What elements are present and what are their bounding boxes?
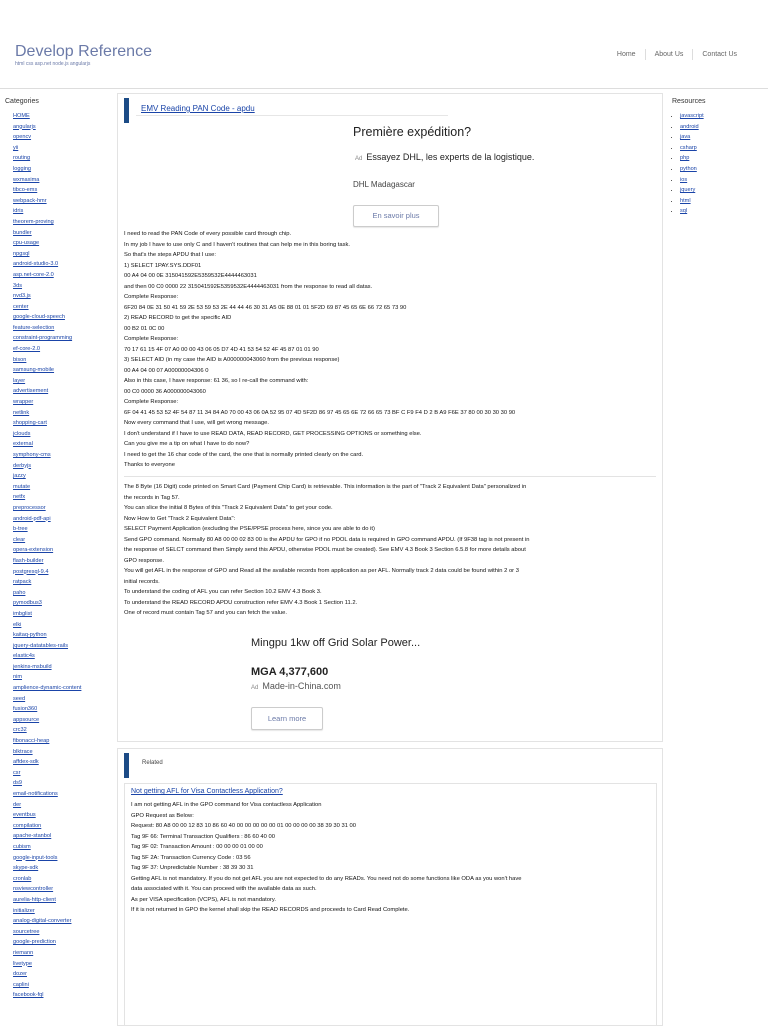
category-item-link[interactable]: b-tree: [13, 526, 28, 533]
ad1-line: Essayez DHL, les experts de la logistique.: [366, 152, 535, 162]
category-item-link[interactable]: cpu-usage: [13, 240, 40, 247]
resource-item-link[interactable]: javascript: [680, 113, 704, 119]
category-item-link[interactable]: theorem-proving: [13, 218, 54, 225]
ad2-price[interactable]: MGA 4,377,600: [251, 666, 329, 678]
related-line: Getting AFL is not mandatory. If you do not get AFL you are not expected to do any READs. You need not do some functions like ODA as you won't have: [131, 875, 522, 882]
resources-list: [672, 111, 762, 217]
category-item-link[interactable]: crc32: [13, 727, 27, 734]
category-item[interactable]: [13, 736, 115, 747]
category-item-link[interactable]: opera-extension: [13, 547, 54, 554]
resource-item[interactable]: [680, 111, 762, 122]
category-item-link[interactable]: google-prediction: [13, 939, 56, 946]
category-item-link[interactable]: aurelia-http-client: [13, 896, 56, 903]
category-item-link[interactable]: analog-digital-converter: [13, 918, 72, 925]
category-item[interactable]: [13, 429, 115, 440]
answer-line: One of record must contain Tag 57 and you can fetch the value.: [124, 610, 287, 616]
category-item[interactable]: [13, 863, 115, 874]
category-item[interactable]: [13, 535, 115, 546]
question-line: Now every command that I use, will get wrong message.: [124, 420, 269, 426]
category-item[interactable]: [13, 884, 115, 895]
categories-heading: Categories: [5, 98, 39, 105]
categories-list: [13, 111, 115, 1001]
resources-heading: Resources: [672, 98, 706, 105]
question-line: I don't understand if I have to use READ DATA, READ RECORD, GET PROCESSING OPTIONS or something else.: [124, 430, 422, 437]
resource-item[interactable]: [680, 196, 762, 207]
category-item[interactable]: [13, 175, 115, 186]
question-line: 1) SELECT 1PAY.SYS.DDF01: [124, 262, 202, 269]
category-item[interactable]: [13, 641, 115, 652]
category-item[interactable]: [13, 662, 115, 673]
category-item[interactable]: [13, 291, 115, 302]
category-item-link[interactable]: android-studio-3.0: [13, 261, 59, 268]
question-line: and then 00 C0 0000 22 315041592E5359532E4444463031 from the response to read all datas.: [124, 283, 373, 290]
category-item-link[interactable]: yii: [13, 144, 19, 151]
answer-line: initial records.: [124, 578, 160, 585]
category-item[interactable]: [13, 545, 115, 556]
answer-body: [124, 482, 656, 619]
category-item[interactable]: [13, 122, 115, 133]
question-line: 00 B2 01 0C 00: [124, 325, 165, 332]
ad2-headline[interactable]: Mingpu 1kw off Grid Solar Power...: [251, 637, 421, 649]
category-item[interactable]: [13, 556, 115, 567]
ad2-ad-tag: Ad: [251, 685, 259, 691]
category-item-link[interactable]: clear: [13, 536, 26, 543]
resource-item[interactable]: [680, 153, 762, 164]
ad1-text[interactable]: [355, 152, 534, 162]
site-tagline: html css asp.net node.js angularjs: [15, 61, 91, 67]
category-item-link[interactable]: bundler: [13, 229, 32, 236]
ad1-ad-tag: Ad: [355, 156, 363, 162]
category-item-link[interactable]: email-notifications: [13, 791, 58, 797]
category-item-link[interactable]: google-input-tools: [13, 854, 58, 861]
category-item-link[interactable]: netlink: [13, 409, 30, 416]
category-item-link[interactable]: advertisement: [13, 388, 49, 395]
answer-line: the response of SELCT command then Simply send this APDU, otherwise PDOL must be created). See EMV 4.3 Book 3 Section 6.5.8 for more details about: [124, 547, 526, 553]
resource-item-link[interactable]: sql: [680, 208, 688, 215]
category-item-link[interactable]: constraint-programming: [13, 335, 73, 342]
question-line: 6F20 84 0E 31 50 41 59 2E 53 59 53 2E 44 44 46 30 31 A5 0E 88 01 01 5F2D 69 87 45 65 6E 66 72 65 73 90: [124, 304, 407, 311]
nav-home[interactable]: Home: [616, 51, 636, 58]
related-line: GPO Request as Below:: [131, 812, 194, 819]
category-item[interactable]: [13, 800, 115, 811]
answer-line: You will get AFL in the response of GPO and Read all the available records from application as per AFL. Normally track 2 data could be found within 2 or 3: [124, 568, 519, 574]
category-item[interactable]: [13, 683, 115, 694]
ad2-cta-button[interactable]: Learn more: [251, 707, 323, 730]
related-line: Request: 80 A8 00 00 12 83 10 86 60 40 00 00 00 00 00 01 00 00 00 00 38 39 30 31 00: [131, 823, 356, 829]
category-item[interactable]: [13, 937, 115, 948]
category-item[interactable]: [13, 630, 115, 641]
category-item[interactable]: [13, 206, 115, 217]
category-item-link[interactable]: samsung-mobile: [13, 367, 55, 374]
resource-item-link[interactable]: python: [680, 165, 697, 172]
category-item-link[interactable]: elastic4s: [13, 653, 35, 660]
category-item[interactable]: [13, 397, 115, 408]
category-item[interactable]: [13, 567, 115, 578]
category-item-link[interactable]: netfx: [13, 494, 26, 501]
category-item[interactable]: [13, 757, 115, 768]
related-line: Tag 9F 02: Transaction Amount : 00 00 00 01 00 00: [131, 844, 263, 850]
category-item-link[interactable]: mutate: [13, 483, 31, 490]
category-item[interactable]: [13, 853, 115, 864]
category-item[interactable]: [13, 418, 115, 429]
category-item[interactable]: [13, 916, 115, 927]
category-item-link[interactable]: nsviewcontroller: [13, 886, 54, 893]
category-item[interactable]: [13, 672, 115, 683]
category-item[interactable]: [13, 217, 115, 228]
category-item-link[interactable]: wxmaxima: [13, 176, 40, 183]
answer-line: To understand the READ RECORD APDU construction refer EMV 4.3 Book 1 Section 11.2.: [124, 599, 358, 606]
question-line: Also in this case, I have response: 61 36, so I re-call the command with:: [124, 378, 309, 384]
top-nav: [608, 49, 746, 60]
category-item[interactable]: [13, 874, 115, 885]
answer-line: The 8 Byte (16 Digit) code printed on Smart Card (Payment Chip Card) is retrievable. This information is the part of "Track 2 Equivalent Data" personalized in: [124, 484, 527, 490]
category-item-link[interactable]: elki: [13, 621, 22, 628]
category-item-link[interactable]: compilation: [13, 822, 42, 829]
category-item[interactable]: [13, 980, 115, 991]
category-item[interactable]: [13, 461, 115, 472]
question-line: Can you give me a tip on what I have to do now?: [124, 441, 250, 447]
category-item-link[interactable]: apache-stanbol: [13, 833, 52, 840]
category-item-link[interactable]: riemann: [13, 949, 34, 956]
category-item-link[interactable]: nvd3.js: [13, 293, 31, 300]
category-item[interactable]: [13, 439, 115, 450]
question-line: Complete Response:: [124, 336, 179, 342]
category-item-link[interactable]: der: [13, 801, 22, 808]
answer-line: the records in Tag 57.: [124, 494, 180, 501]
resource-item-link[interactable]: android: [680, 123, 699, 130]
category-item[interactable]: [13, 620, 115, 631]
question-line: Complete Response:: [124, 294, 179, 300]
category-item[interactable]: [13, 821, 115, 832]
category-item[interactable]: [13, 471, 115, 482]
category-item[interactable]: [13, 598, 115, 609]
category-item-link[interactable]: asp.net-core-2.0: [13, 271, 54, 278]
category-item[interactable]: [13, 228, 115, 239]
category-item-link[interactable]: cubism: [13, 843, 31, 850]
answer-line: Now How to Get "Track 2 Equivalent Data":: [124, 515, 236, 522]
category-item[interactable]: [13, 514, 115, 525]
category-item-link[interactable]: amplience-dynamic-content: [13, 685, 82, 692]
category-item[interactable]: [13, 524, 115, 535]
resource-item-link[interactable]: php: [680, 155, 690, 162]
category-item[interactable]: [13, 831, 115, 842]
category-item-link[interactable]: routing: [13, 155, 31, 162]
category-item-link[interactable]: 3ds: [13, 282, 23, 289]
category-item[interactable]: [13, 482, 115, 493]
category-item[interactable]: [13, 153, 115, 164]
category-item-link[interactable]: dozer: [13, 971, 27, 978]
resource-item-link[interactable]: jquery: [680, 187, 696, 194]
category-item-link[interactable]: preprocessor: [13, 504, 46, 511]
category-item-link[interactable]: jclouds: [13, 430, 31, 437]
category-item[interactable]: [13, 588, 115, 599]
category-item[interactable]: [13, 365, 115, 376]
category-item-link[interactable]: initializer: [13, 907, 35, 914]
category-item-link[interactable]: wrapper: [13, 399, 34, 406]
answer-separator: [124, 476, 656, 477]
category-item-link[interactable]: external: [13, 441, 33, 448]
category-item-link[interactable]: tibco-ems: [13, 187, 38, 194]
question-accent-bar: [124, 98, 129, 123]
category-item-link[interactable]: flash-builder: [13, 557, 44, 564]
resource-item[interactable]: [680, 122, 762, 133]
category-item[interactable]: [13, 927, 115, 938]
category-item[interactable]: [13, 778, 115, 789]
category-item-link[interactable]: google-cloud-speech: [13, 314, 65, 321]
answer-line: Send GPO command. Normally 80 A8 00 00 02 83 00 is the APDU for GPO if no PDOL data is required in GPO command APDU. (If 9F38 tag is not present in: [124, 536, 530, 543]
category-item-link[interactable]: jenkins-msbuild: [13, 663, 52, 670]
category-item[interactable]: [13, 503, 115, 514]
category-item-link[interactable]: jazzy: [13, 473, 26, 480]
category-item-link[interactable]: idris: [13, 208, 24, 215]
category-item[interactable]: [13, 725, 115, 736]
answer-line: GPO response.: [124, 557, 164, 564]
categories-sidebar: [5, 98, 115, 1001]
category-item-link[interactable]: affdex-sdk: [13, 759, 39, 766]
category-item-link[interactable]: layer: [13, 377, 26, 384]
category-item-link[interactable]: paho: [13, 589, 26, 596]
category-item-link[interactable]: ratpack: [13, 579, 32, 586]
category-item-link[interactable]: eventbus: [13, 812, 36, 819]
category-item-link[interactable]: postgresql-9.4: [13, 568, 49, 575]
category-item-link[interactable]: livetype: [13, 960, 32, 967]
category-item[interactable]: [13, 185, 115, 196]
related-line: Tag 5F 2A: Transaction Currency Code : 03 56: [131, 854, 251, 861]
category-item[interactable]: [13, 492, 115, 503]
category-item[interactable]: [13, 196, 115, 207]
related-line: As per VISA specification (VCPS), AFL is not mandatory.: [131, 896, 276, 903]
related-line: data associated with it. You can proceed with the available data as such.: [131, 886, 317, 892]
category-item-link[interactable]: webpack-hmr: [13, 197, 47, 204]
category-item[interactable]: [13, 164, 115, 175]
question-line: I need to read the PAN Code of every possible card through chip.: [124, 231, 292, 237]
category-item-link[interactable]: shopping-cart: [13, 420, 47, 427]
category-item-link[interactable]: fibonacci-heap: [13, 738, 50, 745]
category-item-link[interactable]: skype-sdk: [13, 865, 39, 872]
related-accent-bar: [124, 753, 129, 778]
question-line: I need to get the 16 char code of the card, the one that is normally printed clearly on the card.: [124, 451, 364, 458]
category-item[interactable]: [13, 450, 115, 461]
category-item[interactable]: [13, 323, 115, 334]
category-item[interactable]: [13, 789, 115, 800]
category-item[interactable]: [13, 270, 115, 281]
answer-line: To understand the coding of AFL you can refer Section 10.2 EMV 4.3 Book 3.: [124, 589, 322, 595]
category-item[interactable]: [13, 281, 115, 292]
category-item[interactable]: [13, 238, 115, 249]
category-item-link[interactable]: angularjs: [13, 123, 36, 130]
category-item[interactable]: [13, 959, 115, 970]
header: [0, 0, 768, 80]
related-line: Tag 9F 37: Unpredictable Number : 38 39 30 31: [131, 865, 254, 871]
category-item[interactable]: [13, 143, 115, 154]
question-line: 6F 04 41 45 53 52 4F 54 87 11 34 84 A0 70 00 43 06 0A 52 95 07 4D 5F2D 86 97 45 65 6E 72 66 65 73 BF C F9 F4 D 2 B A9 F6E 37 80 00 30 30 30 90: [124, 409, 516, 416]
category-item-link[interactable]: kaitaq-python: [13, 632, 47, 639]
category-item-link[interactable]: center: [13, 303, 29, 310]
category-item[interactable]: [13, 577, 115, 588]
category-item-link[interactable]: opencv: [13, 134, 32, 141]
category-item[interactable]: [13, 609, 115, 620]
category-item[interactable]: [13, 111, 115, 122]
ad2-source[interactable]: [251, 681, 341, 691]
category-item-link[interactable]: caplini: [13, 981, 29, 988]
category-item-link[interactable]: ef-core-2.0: [13, 346, 41, 353]
category-item[interactable]: [13, 895, 115, 906]
category-item[interactable]: [13, 259, 115, 270]
resource-item-link[interactable]: java: [680, 134, 691, 141]
question-line: 70 17 61 15 4F 07 A0 00 00 43 06 05 D7 4D 41 53 54 52 4F 45 87 01 01 90: [124, 346, 319, 353]
resource-item-link[interactable]: ios: [680, 176, 688, 183]
ad2-source-label: Made-in-China.com: [262, 681, 341, 691]
resource-item[interactable]: [680, 132, 762, 143]
category-item-link[interactable]: bison: [13, 356, 27, 363]
resource-item-link[interactable]: html: [680, 197, 691, 204]
category-item[interactable]: [13, 651, 115, 662]
question-body: [124, 229, 656, 471]
category-item-link[interactable]: fusion360: [13, 706, 38, 713]
question-line: Thanks to everyone: [124, 462, 175, 468]
category-item[interactable]: [13, 302, 115, 313]
category-item[interactable]: [13, 333, 115, 344]
question-line: 00 A4 04 00 07 A00000004306 0: [124, 367, 209, 374]
resource-item-link[interactable]: csharp: [680, 144, 697, 151]
category-item-link[interactable]: symphony-cms: [13, 452, 51, 458]
category-item-link[interactable]: blktrace: [13, 748, 33, 755]
ad1-cta-button[interactable]: En savoir plus: [353, 205, 439, 227]
category-item[interactable]: [13, 768, 115, 779]
category-item[interactable]: [13, 249, 115, 260]
category-item-link[interactable]: facebook-fql: [13, 992, 44, 999]
category-item[interactable]: [13, 386, 115, 397]
category-item-link[interactable]: nim: [13, 674, 23, 681]
category-item[interactable]: [13, 704, 115, 715]
ad1-company[interactable]: DHL Madagascar: [353, 180, 415, 189]
related-line: If it is not returned in GPO the kernel shall skip the READ RECORDS and proceeds to Card Read Complete.: [131, 907, 410, 913]
resource-item[interactable]: [680, 185, 762, 196]
question-line: So that's the steps APDU that I use:: [124, 252, 216, 258]
category-item[interactable]: [13, 948, 115, 959]
category-item[interactable]: [13, 810, 115, 821]
category-item-link[interactable]: npgsql: [13, 250, 30, 257]
resources-sidebar: [672, 98, 762, 217]
category-item-link[interactable]: pymodbus3: [13, 600, 42, 607]
category-item[interactable]: [13, 408, 115, 419]
category-item-link[interactable]: csr: [13, 769, 21, 776]
answer-line: You can slice the initial 8 Bytes of this "Track 2 Equivalent Data" to get your code.: [124, 505, 333, 511]
category-item[interactable]: [13, 747, 115, 758]
question-line: Complete Response:: [124, 399, 179, 405]
related-heading: Related: [142, 760, 163, 766]
category-item[interactable]: [13, 355, 115, 366]
category-item[interactable]: [13, 376, 115, 387]
answer-line: SELECT Payment Application (excluding the PSE/PPSE process here, since you are able to do it): [124, 526, 375, 532]
related-item-body: [131, 800, 651, 916]
category-item[interactable]: [13, 715, 115, 726]
category-item-link[interactable]: HOME: [13, 113, 30, 119]
nav-contact-us[interactable]: Contact Us: [692, 49, 746, 60]
nav-about-us[interactable]: About Us: [645, 49, 693, 60]
category-item-link[interactable]: feature-selection: [13, 324, 55, 331]
question-line: In my job I have to use only C and I haven't routines that can help me in this boring task.: [124, 241, 351, 248]
category-item-link[interactable]: jquery-datatables-rails: [13, 642, 69, 649]
category-item[interactable]: [13, 842, 115, 853]
category-item[interactable]: [13, 344, 115, 355]
category-item-link[interactable]: derbyjs: [13, 462, 32, 469]
category-item[interactable]: [13, 969, 115, 980]
category-item-link[interactable]: seed: [13, 695, 26, 702]
question-title[interactable]: EMV Reading PAN Code - apdu: [141, 104, 255, 113]
category-item-link[interactable]: imbglist: [13, 610, 32, 617]
category-item[interactable]: [13, 132, 115, 143]
category-item-link[interactable]: cronlab: [13, 875, 32, 882]
category-item[interactable]: [13, 990, 115, 1001]
title-underline: [136, 115, 448, 116]
resource-item[interactable]: [680, 164, 762, 175]
related-item-title[interactable]: Not getting AFL for Visa Contactless Application?: [131, 788, 283, 795]
related-line: Tag 9F 66: Terminal Transaction Qualifiers : 86 60 40 00: [131, 833, 275, 840]
category-item-link[interactable]: appsource: [13, 716, 40, 723]
category-item-link[interactable]: ds9: [13, 780, 23, 787]
question-line: 00 A4 04 00 0E 315041592E5359532E4444463031: [124, 273, 257, 279]
resource-item[interactable]: [680, 206, 762, 217]
resource-item[interactable]: [680, 175, 762, 186]
category-item[interactable]: [13, 312, 115, 323]
resource-item[interactable]: [680, 143, 762, 154]
category-item-link[interactable]: android-pdf-api: [13, 515, 51, 522]
category-item[interactable]: [13, 694, 115, 705]
question-line: 2) READ RECORD to get the specific AID: [124, 315, 232, 321]
category-item[interactable]: [13, 906, 115, 917]
related-line: I am not getting AFL in the GPO command for Visa contactless Application: [131, 802, 322, 808]
ad1-headline[interactable]: Première expédition?: [353, 125, 472, 139]
category-item-link[interactable]: sourcetree: [13, 928, 40, 935]
question-line: 00 C0 0000 36 A000000043060: [124, 388, 206, 395]
site-title[interactable]: Develop Reference: [15, 43, 152, 60]
question-line: 3) SELECT AID (in my case the AID is A000000043060 from the previous response): [124, 357, 340, 363]
category-item-link[interactable]: logging: [13, 165, 32, 172]
header-divider: [0, 88, 768, 89]
